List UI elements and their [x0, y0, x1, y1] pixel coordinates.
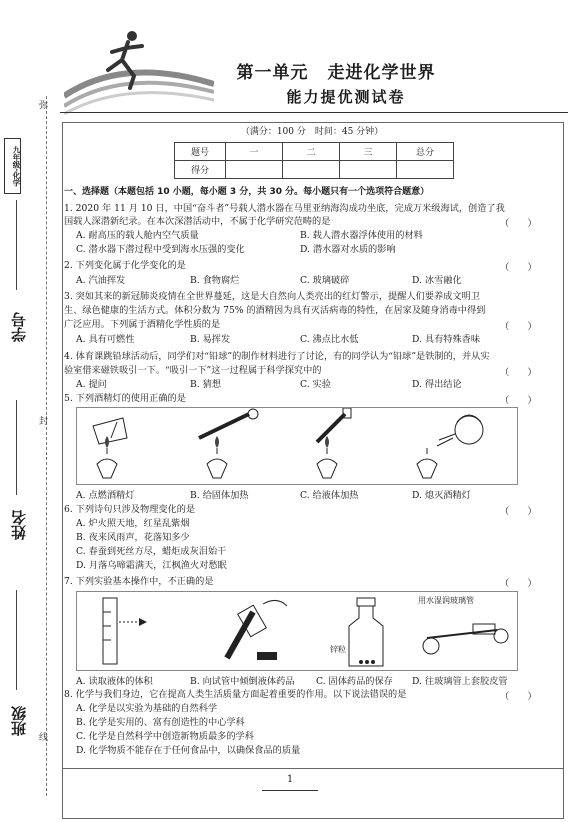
pouring-test-tube — [227, 600, 287, 660]
option-a: A. 炉火照天地，红星乱紫烟 — [76, 518, 190, 529]
question-1-line-2: 国载人深潜新纪录。在本次深潜活动中，不属于化学研究范畴的是 — [64, 216, 331, 227]
option-c: C. 潜水器下潜过程中受到海水压强的变化 — [76, 244, 245, 255]
option-d: D. 往玻璃管上套胶皮管 — [412, 676, 508, 687]
class-line — [16, 590, 17, 690]
option-b: B. 载人潜水器浮体使用的材料 — [300, 230, 423, 241]
table-cell: 总分 — [397, 143, 454, 161]
question-4-line-2: 验室借来磁铁吸引一下。“吸引一下”这一过程属于科学探究中的 — [64, 365, 322, 376]
seal-mark-top: 弥 — [39, 101, 49, 111]
section-heading: 一、选择题（本题包括 10 小题，每小题 3 分，共 30 分。每小题只有一个选项符合题意） — [64, 187, 430, 197]
binding-line — [46, 96, 47, 796]
option-c: C. 春蚕到死丝方尽，蜡炬成灰泪始干 — [76, 546, 227, 557]
answer-blank[interactable]: （ ） — [500, 506, 537, 517]
option-b: B. 易挥发 — [190, 334, 231, 345]
question-8: 8. 化学与我们身边，它在提高人类生活质量方面起着重要的作用。以下说法错误的是 — [64, 689, 407, 700]
score-input-cell[interactable] — [397, 161, 454, 179]
test-subtitle: 能力提优测试卷 — [286, 88, 406, 106]
student-id-line — [16, 200, 17, 290]
alcohol-lamp-illustrations — [76, 407, 518, 485]
question-1-line-1: 1. 2020 年 11 月 10 日，中国“奋斗者”号载人潜水器在马里亚纳海沟成功坐底，完成万米级海试，创造了我 — [64, 203, 505, 214]
option-d: D. 得出结论 — [412, 379, 462, 390]
table-cell: 三 — [340, 143, 397, 161]
seal-mark-bottom: 线 — [39, 733, 49, 743]
option-a: A. 具有可燃性 — [76, 334, 135, 345]
unit-name: 走进化学世界 — [327, 63, 436, 83]
option-a: A. 汽油挥发 — [76, 275, 126, 286]
unit-number: 第一单元 — [236, 63, 309, 83]
question-5: 5. 下列酒精灯的使用正确的是 — [64, 393, 186, 404]
table-cell: 得分 — [175, 161, 226, 179]
score-input-cell[interactable] — [340, 161, 397, 179]
option-d: D. 熄灭酒精灯 — [412, 490, 471, 501]
class-label: 班级 — [10, 706, 28, 736]
table-cell: 一 — [226, 143, 283, 161]
wet-glass-tube-label: 用水湿润玻璃管 — [418, 596, 474, 605]
question-4-line-1: 4. 体育课跳铅球活动后，同学们对“铅球”的制作材料进行了讨论，有的同学认为“铅球”是铁制的，并从实 — [64, 351, 490, 362]
option-d: D. 具有特殊香味 — [412, 334, 481, 345]
option-b: B. 向试管中倾倒液体药品 — [190, 676, 295, 687]
lamp-a — [93, 418, 127, 478]
unit-title — [186, 58, 486, 83]
table-cell: 题号 — [175, 143, 226, 161]
answer-blank[interactable]: （ ） — [500, 262, 537, 273]
option-b: B. 夜来风雨声，花落知多少 — [76, 532, 190, 543]
question-2: 2. 下列变化属于化学变化的是 — [64, 260, 186, 271]
lamp-d — [417, 415, 483, 478]
option-b: B. 给固体加热 — [190, 490, 249, 501]
option-a: A. 点燃酒精灯 — [76, 490, 135, 501]
score-table-score-row — [175, 161, 454, 179]
score-input-cell[interactable] — [283, 161, 340, 179]
option-b: B. 食物腐烂 — [190, 275, 240, 286]
option-c: C. 沸点比水低 — [300, 334, 359, 345]
zinc-granule-label: 锌粒 — [330, 645, 346, 654]
question-3-line-1: 3. 突如其来的新冠肺炎疫情在全世界蔓延，这是大自然向人类亮出的红灯警示，提醒人们要养成文明卫 — [64, 291, 480, 302]
name-label: 姓名 — [10, 510, 28, 540]
answer-blank[interactable]: （ ） — [500, 578, 537, 589]
student-id-label: 学号 — [10, 312, 28, 342]
option-a: A. 化学是以实验为基础的自然科学 — [76, 703, 218, 714]
option-a: A. 读取液体的体积 — [76, 676, 153, 687]
option-c: C. 化学是自然科学中创造新物质最多的学科 — [76, 731, 254, 742]
option-d: D. 化学物质不能存在于任何食品中，以确保食品的质量 — [76, 745, 301, 756]
score-info: （满分：100 分 时间：45 分钟） — [240, 127, 384, 137]
score-table-header-row — [175, 143, 454, 161]
option-d: D. 冰雪融化 — [412, 275, 462, 286]
footer-box — [62, 768, 564, 819]
name-line — [16, 400, 17, 495]
answer-blank[interactable]: （ ） — [500, 367, 537, 378]
lamp-c — [317, 408, 351, 478]
measuring-cylinder — [103, 598, 147, 664]
grade-label: 九年级·化学 — [4, 138, 21, 194]
reagent-bottle — [349, 598, 383, 666]
option-d: D. 月落乌啼霜满天，江枫渔火对愁眠 — [76, 560, 227, 571]
option-a: A. 耐高压的载人舱内空气质量 — [76, 230, 199, 241]
seal-mark-middle: 封 — [39, 417, 49, 427]
option-b: B. 猜想 — [190, 379, 221, 390]
lamp-b — [199, 409, 258, 478]
question-3-line-3: 广泛应用。下列属于酒精化学性质的是 — [64, 319, 221, 330]
score-table — [174, 142, 454, 179]
answer-blank[interactable]: （ ） — [500, 218, 537, 229]
option-c: C. 给液体加热 — [300, 490, 359, 501]
glass-tube-rubber-tube — [423, 624, 508, 654]
page-number-rule — [262, 790, 318, 791]
question-3-line-2: 生、绿色健康的生活方式。体积分数为 75% 的酒精因为具有灭活病毒的特性，在居家及随身消毒中得到 — [64, 305, 486, 316]
score-input-cell[interactable] — [226, 161, 283, 179]
header-divider — [60, 112, 568, 113]
answer-blank[interactable]: （ ） — [500, 395, 537, 406]
question-7: 7. 下列实验基本操作中，不正确的是 — [64, 576, 214, 587]
option-c: C. 玻璃破碎 — [300, 275, 350, 286]
option-d: D. 潜水器对水质的影响 — [300, 244, 396, 255]
answer-blank[interactable]: （ ） — [500, 691, 537, 702]
option-c: C. 实验 — [300, 379, 331, 390]
answer-blank[interactable]: （ ） — [500, 321, 537, 332]
question-6: 6. 下列诗句只涉及物理变化的是 — [64, 504, 196, 515]
page-number: 1 — [286, 774, 294, 785]
option-c: C. 固体药品的保存 — [316, 676, 393, 687]
option-b: B. 化学是实用的、富有创造性的中心学科 — [76, 717, 245, 728]
option-a: A. 提问 — [76, 379, 107, 390]
table-cell: 二 — [283, 143, 340, 161]
